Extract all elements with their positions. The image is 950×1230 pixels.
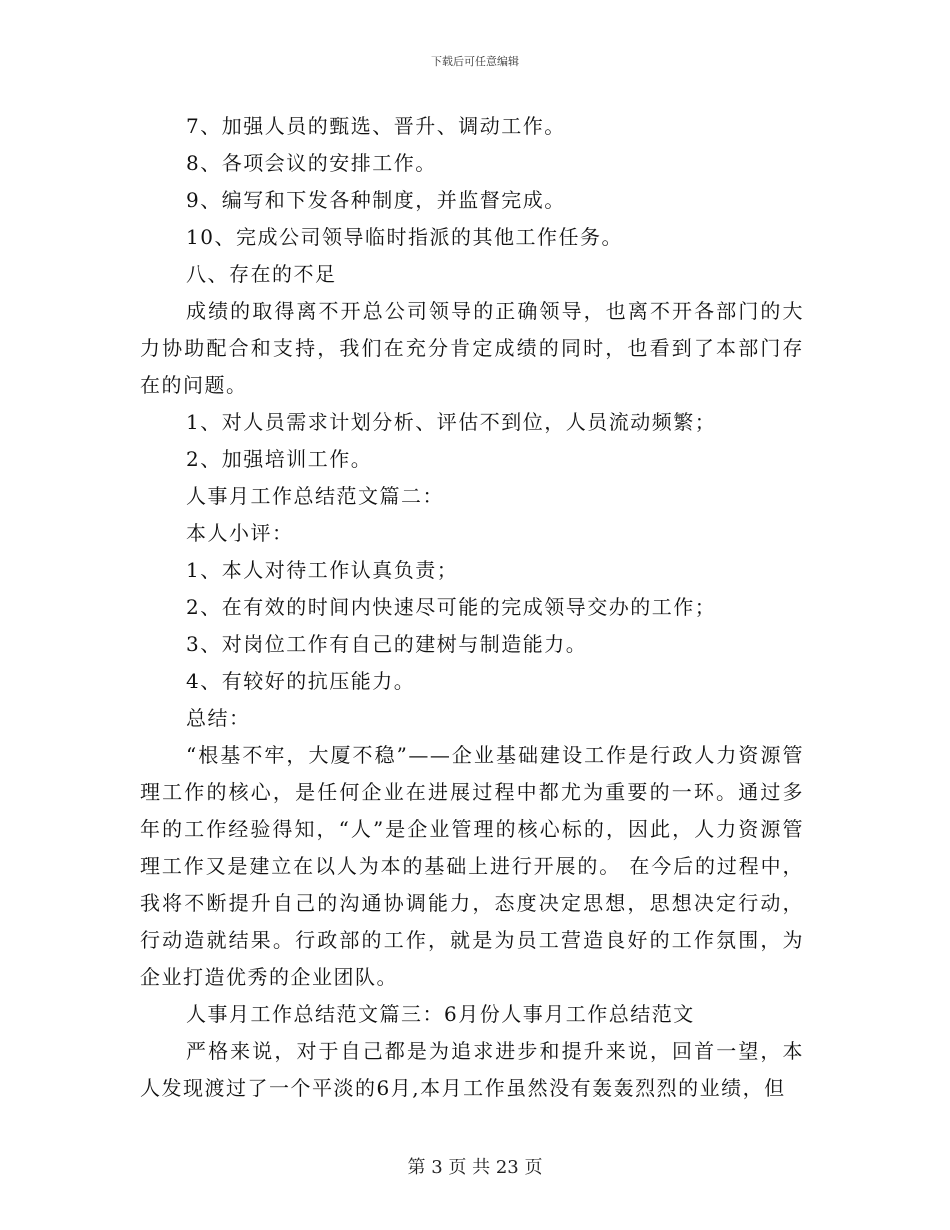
document-body	[140, 108, 804, 1107]
paragraph: 4、有较好的抗压能力。	[186, 669, 416, 693]
page-header: 下载后可任意编辑	[431, 55, 519, 68]
section-heading: 人事月工作总结范文篇三：6月份人事月工作总结范文	[186, 1002, 695, 1026]
paragraph: 成绩的取得离不开总公司领导的正确领导，也离不开各部门的大力协助配合和支持，我们在充分肯定成绩的同时，也看到了本部门存在的问题。	[140, 299, 804, 397]
section-heading: 人事月工作总结范文篇二：	[186, 484, 444, 508]
paragraph: 1、本人对待工作认真负责；	[186, 558, 459, 582]
paragraph: 3、对岗位工作有自己的建树与制造能力。	[186, 632, 588, 656]
paragraph: 8、各项会议的安排工作。	[186, 151, 437, 175]
paragraph: 9、编写和下发各种制度，并监督完成。	[186, 188, 566, 212]
paragraph: “根基不牢，大厦不稳”——企业基础建设工作是行政人力资源管理工作的核心，是任何企业在进展过程中都尤为重要的一环。通过多年的工作经验得知，“人”是企业管理的核心标的，因此，人力资源管理工作又是建立在以人为本的基础上进行开展的。 在今后的过程中，我将不断提升自己的沟通协调能力，态度决定思想，思想决定行动，行动造就结果。行政部的工作，就是为员工营造良好的工作氛围，为企业打造优秀的企业团队。	[140, 743, 804, 989]
paragraph: 7、加强人员的甄选、晋升、调动工作。	[186, 114, 566, 138]
page-footer: 第 3 页 共 23 页	[407, 1157, 543, 1178]
paragraph: 2、加强培训工作。	[186, 447, 373, 471]
paragraph: 10、完成公司领导临时指派的其他工作任务。	[186, 225, 623, 249]
paragraph: 严格来说，对于自己都是为追求进步和提升来说，回首一望，本人发现渡过了一个平淡的6月,本月工作虽然没有轰轰烈烈的业绩，但	[140, 1039, 804, 1100]
paragraph: 总结：	[186, 706, 251, 730]
section-heading: 八、存在的不足	[186, 262, 337, 286]
paragraph: 本人小评：	[186, 521, 294, 545]
paragraph: 1、对人员需求计划分析、评估不到位，人员流动频繁；	[186, 410, 717, 434]
paragraph: 2、在有效的时间内快速尽可能的完成领导交办的工作；	[186, 595, 717, 619]
